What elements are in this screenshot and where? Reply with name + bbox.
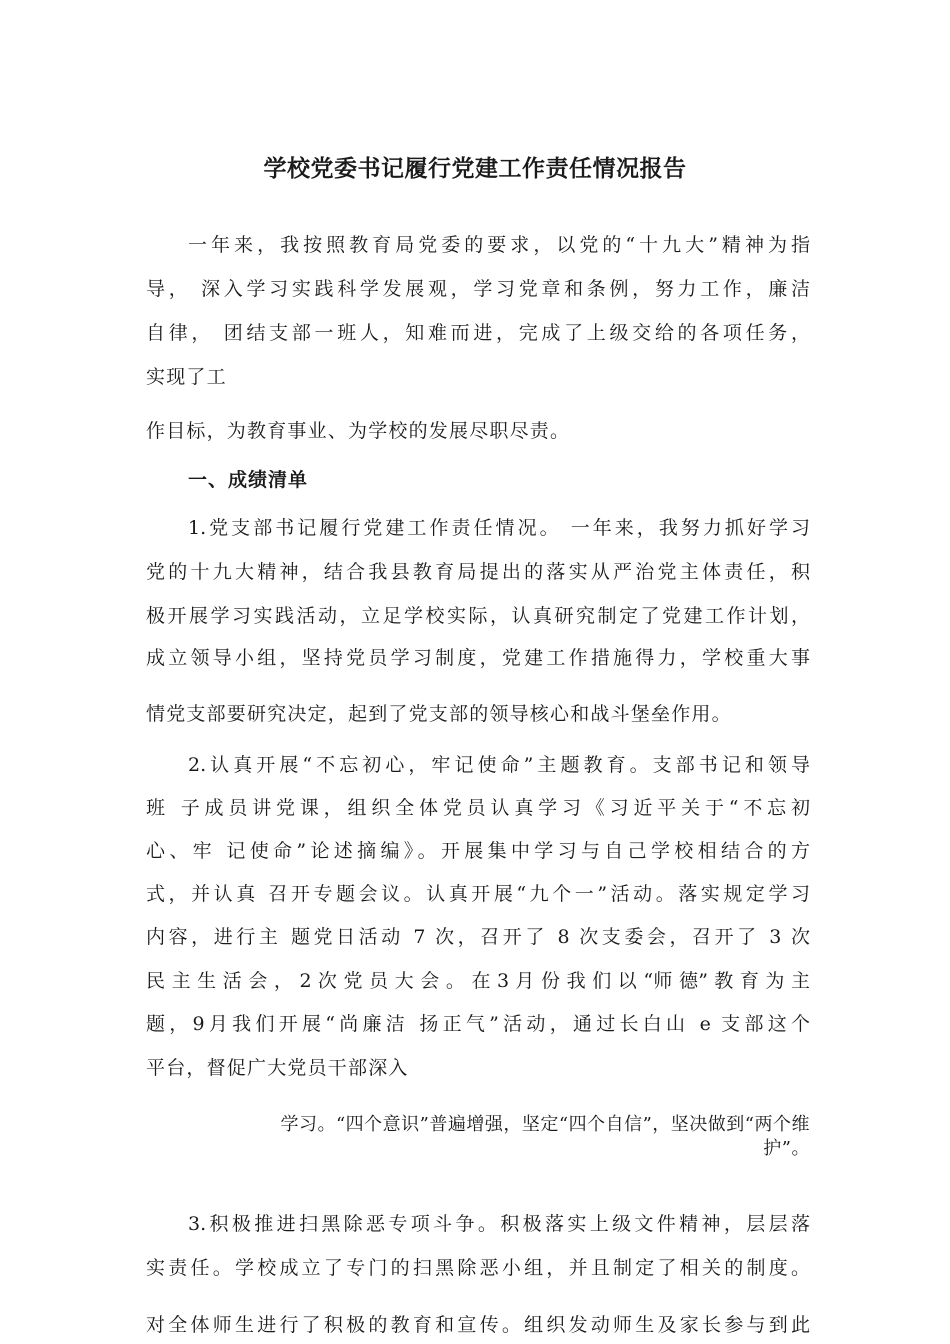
item2-line-5: 内容，进行主 题党日活动 7 次，召开了 8 次支委会，召开了 3 次 (146, 926, 810, 948)
item1-line-3: 极开展学习实践活动，立足学校实际，认真研究制定了党建工作计划， (146, 605, 810, 627)
item1-line-1: 1.党支部书记履行党建工作责任情况。 一年来，我努力抓好学习 (188, 517, 810, 539)
item2-line-2: 班 子成员讲党课，组织全体党员认真学习《习近平关于“不忘初 (146, 797, 810, 819)
item2-quote-line-1: 学习。“四个意识”普遍增强，坚定“四个自信”，坚决做到“两个维 (280, 1114, 810, 1135)
item1-line-4: 成立领导小组，坚持党员学习制度，党建工作措施得力，学校重大事 (146, 647, 810, 669)
item2-line-4: 式，并认真 召开专题会议。认真开展“九个一”活动。落实规定学习 (146, 883, 810, 905)
intro-line-3: 自律， 团结支部一班人，知难而进，完成了上级交给的各项任务， (146, 322, 810, 344)
item2-quote-line-2: 护”。 (763, 1138, 810, 1159)
section-heading-achievements: 一、成绩清单 (188, 469, 309, 491)
item3-line-1: 3.积极推进扫黑除恶专项斗争。积极落实上级文件精神，层层落 (188, 1213, 810, 1235)
item2-line-1: 2.认真开展“不忘初心，牢记使命”主题教育。支部书记和领导 (188, 754, 810, 776)
item2-line-3: 心、牢 记使命”论述摘编》。开展集中学习与自己学校相结合的方 (146, 840, 810, 862)
intro-line-4: 实现了工 (146, 366, 227, 388)
item2-line-6: 民 主 生 活 会 ， 2 次 党 员 大 会 。 在 3 月 份 我 们 以 “师 德” 教 育 为 主 (146, 970, 811, 992)
item1-line-2: 党的十九大精神，结合我县教育局提出的落实从严治党主体责任，积 (146, 561, 810, 583)
intro-line-1: 一年来，我按照教育局党委的要求，以党的“十九大”精神为指 (188, 234, 810, 256)
intro-line-5: 作目标，为教育事业、为学校的发展尽职尽责。 (146, 420, 571, 442)
intro-line-2: 导， 深入学习实践科学发展观，学习党章和条例，努力工作，廉洁 (146, 278, 810, 300)
item2-line-8: 平台，督促广大党员干部深入 (146, 1057, 409, 1079)
item1-line-5: 情党支部要研究决定，起到了党支部的领导核心和战斗堡垒作用。 (146, 703, 732, 725)
document-title: 学校党委书记履行党建工作责任情况报告 (263, 156, 687, 182)
item2-line-7: 题，9月我们开展“尚廉洁 扬正气”活动，通过长白山 e 支部这个 (146, 1013, 810, 1035)
item3-line-3: 对全体师生进行了积极的教育和宣传。组织发动师生及家长参与到此 (146, 1314, 810, 1336)
item3-line-2: 实责任。学校成立了专门的扫黑除恶小组，并且制定了相关的制度。 (146, 1257, 810, 1279)
